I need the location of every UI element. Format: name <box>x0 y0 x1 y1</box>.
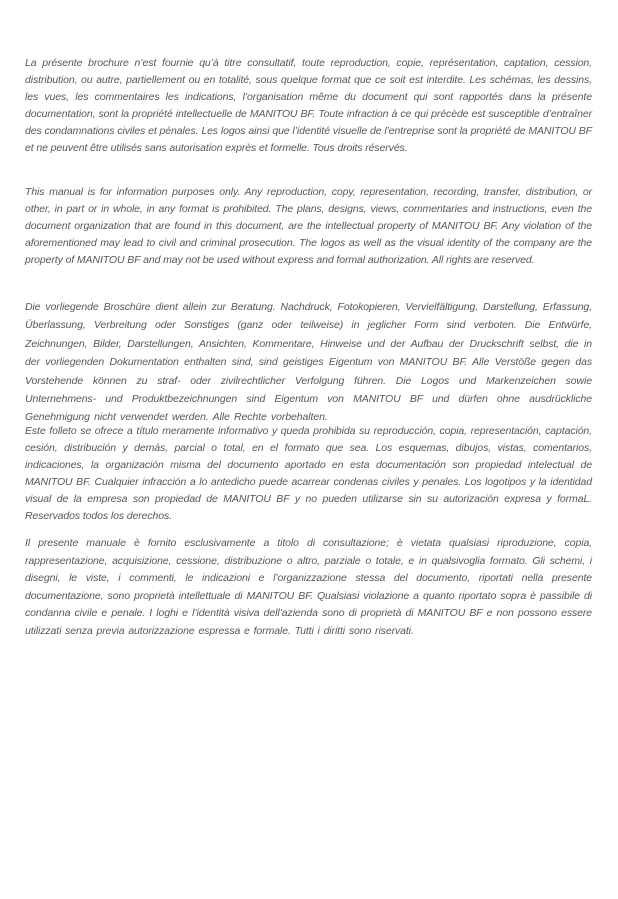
legal-disclaimer-paragraph-french: La présente brochure n’est fournie qu’à titre consultatif, toute reproduction, copie, représentation, captation, cession, distribution, ou autre, partiellement ou en totalité, sous quelque format que ce soit est interdite. Les schémas, les dessins, les vues, les commentaires les indications, l’organisation même du document qui sont rapportés dans la présente documentation, sont la propriété intellectuelle de MANITOU BF. Toute infraction à ce qui précède est susceptible d’entraîner des condamnations civiles et pénales. Les logos ainsi que l’identité visuelle de l’entreprise sont la propriété de MANITOU BF et ne peuvent être utilisés sans autorisation exprès et formelle. Tous droits réservés. <box>25 57 592 154</box>
legal-disclaimer-paragraph-spanish: Este folleto se ofrece a título meramente informativo y queda prohibida su reproducción, copia, representación, captación, cesión, distribución y demás, parcial o total, en el formato que sea. Los esquemas, dibujos, vistas, comentarios, indicaciones, la organización misma del documento aportado en esta documentación son propiedad intelectual de MANITOU BF. Cualquier infracción a lo antedicho puede acarrear condenas civiles y penales. Los logotipos y la identidad visual de la empresa son propiedad de MANITOU BF y no pueden utilizarse sin su autorización expresa y formaL. Reservados todos los derechos. <box>25 425 592 522</box>
legal-disclaimer-paragraph-english: This manual is for information purposes only. Any reproduction, copy, representation, recording, transfer, distribution, or other, in part or in whole, in any format is prohibited. The plans, designs, views, commentaries and instructions, even the document organization that are found in this document, are the intellectual property of MANITOU BF. Any violation of the aforementioned may lead to civil and criminal prosecution. The logos as well as the visual identity of the company are the property of MANITOU BF and may not be used without express and formal authorization. All rights are reserved. <box>25 186 592 266</box>
legal-disclaimer-paragraph-italian: Il presente manuale è fornito esclusivamente a titolo di consultazione; è vietata qualsiasi riproduzione, copia, rappresentazione, acquisizione, cessione, distribuzione o altro, parziale o totale, e in qualsivoglia formato. Gli schemi, i disegni, le viste, i commenti, le indicazioni e l’organizzazione stessa del documento, riportati nella presente documentazione, sono proprietà intellettuale di MANITOU BF. Qualsiasi violazione a quanto riportato sopra è passibile di condanna civile e penale. I loghi e l’identità visiva dell’azienda sono di proprietà di MANITOU BF e non possono essere utilizzati senza previa autorizzazione espressa e formale. Tutti i diritti sono riservati. <box>25 537 592 637</box>
legal-disclaimer-paragraph-german: Die vorliegende Broschüre dient allein zur Beratung. Nachdruck, Fotokopieren, Vervielfältigung, Darstellung, Erfassung, Überlassung, Verbreitung oder Sonstiges (ganz oder teilweise) in jeglicher Form sind verboten. Die Entwürfe, Zeichnungen, Bilder, Darstellungen, Ansichten, Kommentare, Hinweise und der Aufbau der Druckschrift selbst, die in der vorliegenden Dokumentation enthalten sind, sind geistiges Eigentum von MANITOU BF. Alle Verstöße gegen das Vorstehende können zu straf- oder zivilrechtlicher Verfolgung führen. Die Logos und Markenzeichen sowie Unternehmens- und Produktbezeichnungen sind Eigentum von MANITOU BF und dürfen ohne ausdrückliche Genehmigung nicht verwendet werden. Alle Rechte vorbehalten. <box>25 301 592 424</box>
